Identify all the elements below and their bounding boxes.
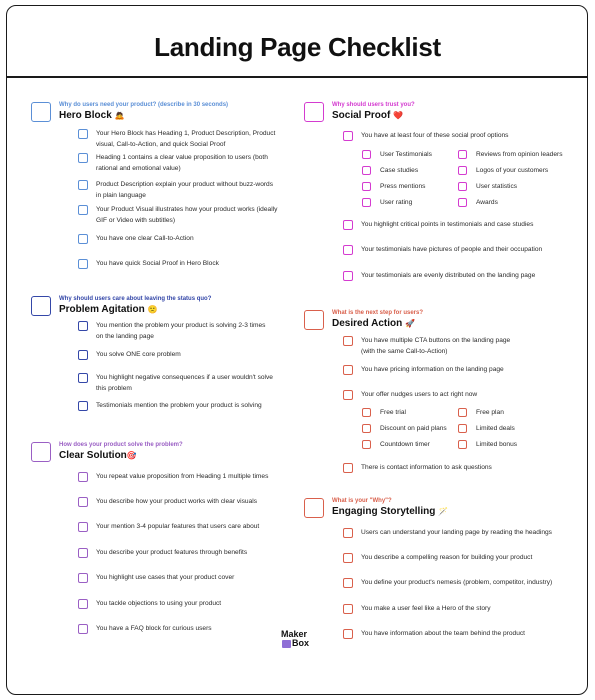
desired-action-title: [332, 318, 415, 329]
story-item-checkbox[interactable]: [343, 553, 353, 563]
solution-item-checkbox[interactable]: [78, 548, 88, 558]
problem-agitation-emoji: 🙁: [147, 305, 158, 314]
solution-item-text: You highlight use cases that your product cover: [96, 574, 235, 581]
action-item-checkbox[interactable]: [343, 336, 353, 346]
action-option-checkbox[interactable]: [458, 424, 467, 433]
action-option-label: Countdown timer: [380, 441, 430, 448]
action-option-label: Limited bonus: [476, 441, 518, 448]
solution-item-text: You tackle objections to using your product: [96, 600, 222, 607]
hero-item-checkbox[interactable]: [78, 153, 88, 163]
social-option-checkbox[interactable]: [458, 182, 467, 191]
hero-block-title-text: Hero Block: [59, 110, 112, 121]
storytelling-question: What is your "Why"?: [332, 498, 392, 504]
social-option-label: Case studies: [380, 167, 419, 174]
social-option-label: User Testimonials: [380, 151, 432, 158]
social-option-checkbox[interactable]: [458, 150, 467, 159]
makerbox-logo: [281, 630, 315, 648]
problem-agitation-checkbox[interactable]: [31, 296, 51, 316]
action-option-label: Free trial: [380, 409, 407, 416]
solution-item-text: Your mention 3-4 popular features that users care about: [96, 523, 260, 530]
social-option-label: Awards: [476, 199, 498, 206]
action-item-checkbox[interactable]: [343, 390, 353, 400]
solution-item-checkbox[interactable]: [78, 599, 88, 609]
social-item-text: Your testimonials are evenly distributed on the landing page: [361, 272, 536, 279]
desired-action-question: What is the next step for users?: [332, 310, 424, 316]
hero-item-checkbox[interactable]: [78, 180, 88, 190]
story-item-text: Users can understand your landing page by reading the headings: [361, 529, 552, 536]
hero-item-checkbox[interactable]: [78, 259, 88, 269]
problem-item-checkbox[interactable]: [78, 350, 88, 360]
social-option-checkbox[interactable]: [362, 150, 371, 159]
problem-agitation-title: [59, 304, 158, 315]
social-proof-title-text: Social Proof: [332, 110, 391, 121]
solution-item-checkbox[interactable]: [78, 624, 88, 634]
problem-item-checkbox[interactable]: [78, 401, 88, 411]
action-item-checkbox[interactable]: [343, 463, 353, 473]
problem-agitation-title-text: Problem Agitation: [59, 304, 145, 315]
desired-action-checkbox[interactable]: [304, 310, 324, 330]
solution-item-text: You describe your product features through benefits: [96, 549, 248, 556]
solution-item-text: You describe how your product works with clear visuals: [96, 498, 258, 505]
solution-item-checkbox[interactable]: [78, 522, 88, 532]
social-option-label: Reviews from opinion leaders: [476, 151, 563, 158]
storytelling-title-text: Engaging Storytelling: [332, 506, 436, 517]
social-option-checkbox[interactable]: [458, 166, 467, 175]
desired-action-emoji: 🚀: [404, 319, 415, 328]
hero-item-text: Heading 1 contains a clear value proposition to users (both rational and emotional value): [96, 154, 268, 172]
clear-solution-title-text: Clear Solution: [59, 450, 127, 461]
action-item-text: You have pricing information on the landing page: [361, 366, 504, 373]
problem-agitation-question: Why should users care about leaving the status quo?: [59, 296, 212, 302]
action-option-label: Discount on paid plans: [380, 425, 447, 432]
problem-item-text: Testimonials mention the problem your product is solving: [96, 402, 262, 409]
hero-block-emoji: 🙇: [114, 111, 125, 120]
social-option-label: Logos of your customers: [476, 167, 549, 174]
social-item-text: You highlight critical points in testimonials and case studies: [361, 221, 534, 228]
story-item-checkbox[interactable]: [343, 578, 353, 588]
story-item-checkbox[interactable]: [343, 604, 353, 614]
problem-item-checkbox[interactable]: [78, 321, 88, 331]
hero-item-checkbox[interactable]: [78, 234, 88, 244]
title-divider: [7, 76, 587, 78]
storytelling-checkbox[interactable]: [304, 498, 324, 518]
social-item-text: Your testimonials have pictures of people and their occupation: [361, 246, 543, 253]
social-item-checkbox[interactable]: [343, 220, 353, 230]
hero-block-checkbox[interactable]: [31, 102, 51, 122]
social-intro-text: You have at least four of these social proof options: [361, 132, 509, 139]
storytelling-title: [332, 506, 448, 517]
action-option-label: Free plan: [476, 409, 504, 416]
solution-item-text: You have a FAQ block for curious users: [96, 625, 212, 632]
clear-solution-title: [59, 450, 137, 461]
social-option-label: Press mentions: [380, 183, 426, 190]
logo-line-1: Maker: [281, 629, 308, 639]
action-option-checkbox[interactable]: [362, 440, 371, 449]
page-title: Landing Page Checklist: [154, 32, 441, 62]
story-item-checkbox[interactable]: [343, 528, 353, 538]
hero-item-text: You have quick Social Proof in Hero Block: [96, 260, 219, 267]
action-item-text: You have multiple CTA buttons on the landing page (with the same Call-to-Action): [361, 337, 511, 355]
story-item-text: You make a user feel like a Hero of the story: [361, 605, 491, 612]
social-item-checkbox[interactable]: [343, 245, 353, 255]
social-proof-question: Why should users trust you?: [332, 102, 415, 108]
social-item-checkbox[interactable]: [343, 271, 353, 281]
solution-item-checkbox[interactable]: [78, 497, 88, 507]
logo-line-2: Box: [292, 638, 310, 648]
solution-item-text: You repeat value proposition from Heading 1 multiple times: [96, 473, 269, 480]
hero-item-text: Your Hero Block has Heading 1, Product Description, Product visual, Call-to-Action, and quick Social Proof: [96, 130, 276, 148]
social-option-checkbox[interactable]: [362, 198, 371, 207]
hero-item-text: Product Description explain your product without buzz-words in plain language: [96, 181, 274, 199]
hero-item-text: You have one clear Call-to-Action: [96, 235, 194, 242]
social-option-checkbox[interactable]: [458, 198, 467, 207]
story-item-text: You define your product's nemesis (problem, competitor, industry): [361, 579, 553, 586]
action-item-text: There is contact information to ask questions: [361, 464, 492, 471]
story-item-checkbox[interactable]: [343, 629, 353, 639]
storytelling-emoji: 🪄: [438, 507, 449, 516]
problem-item-text: You solve ONE core problem: [96, 351, 181, 358]
solution-item-checkbox[interactable]: [78, 472, 88, 482]
solution-item-checkbox[interactable]: [78, 573, 88, 583]
action-item-checkbox[interactable]: [343, 365, 353, 375]
story-item-text: You describe a compelling reason for building your product: [361, 554, 533, 561]
action-option-label: Limited deals: [476, 425, 515, 432]
logo-box-icon: [282, 640, 291, 648]
hero-block-question: Why do users need your product? (describe in 30 seconds): [59, 102, 229, 108]
social-proof-emoji: ❤️: [393, 111, 404, 120]
action-option-checkbox[interactable]: [458, 440, 467, 449]
problem-item-checkbox[interactable]: [78, 373, 88, 383]
desired-action-title-text: Desired Action: [332, 318, 403, 329]
social-item-checkbox[interactable]: [343, 131, 353, 141]
hero-item-text: Your Product Visual illustrates how your product works (ideally GIF or Video with subtitles): [96, 206, 278, 224]
clear-solution-checkbox[interactable]: [31, 442, 51, 462]
clear-solution-question: How does your product solve the problem?: [59, 442, 183, 448]
social-proof-title: [332, 110, 403, 121]
social-option-checkbox[interactable]: [362, 182, 371, 191]
hero-item-checkbox[interactable]: [78, 129, 88, 139]
hero-block-title: [59, 110, 125, 121]
problem-item-text: You mention the problem your product is solving 2-3 times on the landing page: [96, 322, 266, 340]
problem-item-text: You highlight negative consequences if a user wouldn't solve this problem: [96, 374, 273, 392]
social-option-label: User rating: [380, 199, 413, 206]
hero-item-checkbox[interactable]: [78, 205, 88, 215]
action-option-checkbox[interactable]: [362, 424, 371, 433]
social-option-checkbox[interactable]: [362, 166, 371, 175]
action-option-checkbox[interactable]: [362, 408, 371, 417]
clear-solution-emoji: 🎯: [126, 451, 137, 460]
story-item-text: You have information about the team behind the product: [361, 630, 525, 637]
action-item-text: Your offer nudges users to act right now: [361, 391, 478, 398]
social-proof-checkbox[interactable]: [304, 102, 324, 122]
social-option-label: User statistics: [476, 183, 518, 190]
action-option-checkbox[interactable]: [458, 408, 467, 417]
